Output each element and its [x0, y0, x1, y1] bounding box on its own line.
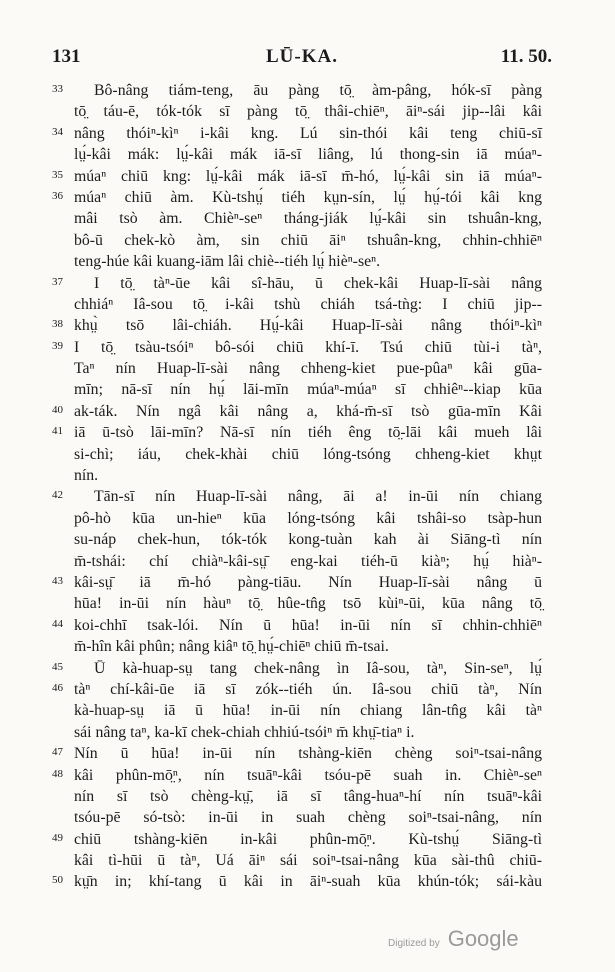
line-text: Tān-sī nín Huap-lī-sài nâng, āi a! in-ūi nín chiang — [94, 488, 542, 506]
line-text: koi-chhī tsak-lói. Nín ū hūa! in-ūi nín sī chhin-chhiēⁿ — [74, 616, 542, 634]
line-text: mâi tsò àm. Chièⁿ-seⁿ tháng-jiák lṳ́-kâi sin tshuân-kng, — [74, 210, 542, 228]
line-text: sái nâng taⁿ, ka-kī chek-chiah chhiú-tsóiⁿ m̄ khṳ̄-tiaⁿ i. — [74, 723, 415, 741]
page-header — [52, 46, 552, 72]
digitized-watermark — [388, 926, 519, 952]
line-text: su-náp chek-hun, tók-tók kong-tuàn kah ài Siāng-tì nín — [74, 531, 542, 549]
text-line — [0, 444, 615, 465]
text-body — [0, 80, 615, 893]
verse-number: 38 — [52, 318, 63, 331]
line-text: bô-ū chek-kò àm, sin chiū āiⁿ tshuân-kng, chhin-chhiēⁿ — [74, 231, 542, 249]
verse-number: 49 — [52, 831, 63, 844]
line-text: m̄-hîn kâi phûn; nâng kiâⁿ tō̤ hṳ́-chiēⁿ chiū m̄-tsai. — [74, 638, 389, 656]
text-line — [0, 722, 615, 743]
text-line — [0, 807, 615, 828]
line-text: I tō̤ tsàu-tsóiⁿ bô-sói chiū khí-ī. Tsú chiū tùi-i tàⁿ, — [74, 338, 542, 356]
text-line — [0, 80, 615, 101]
line-text: múaⁿ chiū kng: lṳ́-kâi mák iā-sī m̄-hó, lṳ́-kâi sin iā múaⁿ- — [74, 167, 542, 185]
verse-number: 37 — [52, 275, 63, 288]
text-line — [0, 486, 615, 507]
line-text: iā ū-tsò lāi-mīn? Nā-sī nín tiéh êng tō̤-lāi kâi mueh lâi — [74, 424, 542, 442]
text-line — [0, 273, 615, 294]
line-text: kṳ̄n in; khí-tang ū kâi in āiⁿ-suah kūa khún-tók; sái-kàu — [74, 873, 542, 891]
text-line — [0, 615, 615, 636]
line-text: nâng thóiⁿ-kìⁿ i-kâi kng. Lú sin-thói kâi teng chiū-sī — [74, 124, 542, 142]
verse-number: 44 — [52, 617, 63, 630]
line-text: kâi phûn-mō̤ⁿ, nín tsuāⁿ-kâi tsóu-pē suah in. Chièⁿ-seⁿ — [74, 766, 542, 784]
text-line — [0, 123, 615, 144]
text-line — [0, 529, 615, 550]
verse-number: 40 — [52, 403, 63, 416]
digitized-label: Digitized by — [388, 938, 440, 949]
line-text: teng-húe kâi kuang-iām lâi chiè--tiéh lṳ́ hièⁿ-seⁿ. — [74, 253, 381, 271]
text-line — [0, 593, 615, 614]
text-line — [0, 829, 615, 850]
line-text: tsóu-pē só-tsò: in-ūi in suah chèng soiⁿ-tsai-nâng, nín — [74, 809, 542, 827]
line-text: hūa! in-ūi nín hàuⁿ tō̤ hûe-tn̂g tsō kùiⁿ-ūi, kūa nâng tō̤ — [74, 595, 542, 613]
text-line — [0, 358, 615, 379]
line-text: chiū tshàng-kiēn in-kâi phûn-mō̤ⁿ. Kù-tshṳ́ Siāng-tì — [74, 830, 542, 848]
google-logo: Google — [447, 926, 519, 951]
line-text: pô-hò kūa un-hieⁿ kūa lóng-tsóng kâi tshâi-so tsàp-hun — [74, 509, 542, 527]
text-line — [0, 465, 615, 486]
verse-number: 33 — [52, 83, 63, 95]
line-text: I tō̤ tàⁿ-ūe kâi sî-hāu, ū chek-kâi Huap-lī-sài nâng — [94, 274, 542, 292]
line-text: lṳ́-kâi mák: lṳ́-kâi mák iā-sī liâng, lú thong-sin iā múaⁿ- — [74, 146, 542, 164]
text-line — [0, 871, 615, 892]
text-line — [0, 658, 615, 679]
text-line — [0, 101, 615, 122]
text-line — [0, 679, 615, 700]
line-text: ak-ták. Nín ngâ kâi nâng a, khá-m̄-sī tsò gūa-mīn Kâi — [74, 402, 542, 420]
text-line — [0, 166, 615, 187]
verse-number: 47 — [52, 746, 63, 759]
text-line — [0, 379, 615, 400]
verse-number: 48 — [52, 767, 63, 780]
line-text: Ū kà-huap-sṳ tang chek-nâng ìn Iâ-sou, tàⁿ, Sin-seⁿ, lṳ́ — [94, 659, 542, 677]
line-text: kâi tì-hūi ū tàⁿ, Uá āiⁿ sái soiⁿ-tsai-nâng kūa sài-thû chiū- — [74, 852, 542, 870]
text-line — [0, 294, 615, 315]
verse-number: 46 — [52, 681, 63, 694]
text-line — [0, 572, 615, 593]
text-line — [0, 700, 615, 721]
verse-number: 45 — [52, 660, 63, 673]
line-text: múaⁿ chiū àm. Kù-tshṳ́ tiéh kṳn-sín, lṳ́ hṳ́-tói kâi kng — [74, 188, 542, 206]
text-line — [0, 401, 615, 422]
text-line — [0, 765, 615, 786]
page-title: LŪ-KA. — [266, 46, 338, 67]
line-text: Nín ū hūa! in-ūi nín tshàng-kiēn chèng soiⁿ-tsai-nâng — [74, 745, 542, 763]
verse-number: 41 — [52, 425, 63, 438]
text-line — [0, 251, 615, 272]
verse-number: 35 — [52, 168, 63, 181]
verse-number: 42 — [52, 489, 63, 502]
text-line — [0, 786, 615, 807]
text-line — [0, 636, 615, 657]
text-line — [0, 422, 615, 443]
line-text: Taⁿ nín Huap-lī-sài nâng chheng-kiet pue-pûaⁿ kâi gūa- — [74, 360, 542, 378]
line-text: khṳ̀ tsō lâi-chiáh. Hṳ́-kâi Huap-lī-sài nâng thóiⁿ-kìⁿ — [74, 317, 542, 335]
text-line — [0, 208, 615, 229]
line-text: m̄-tshái: chí chiàⁿ-kâi-sṳ̄ eng-kai tiéh-ū kiàⁿ; hṳ́ hiàⁿ- — [74, 552, 542, 570]
line-text: si-chì; iáu, chek-khài chiū lóng-tsóng chheng-kiet khṳt — [74, 445, 542, 463]
text-line — [0, 315, 615, 336]
line-text: nín sī tsò chèng-kṳ̄, iā sī tâng-huaⁿ-hí nín tsuāⁿ-kâi — [74, 787, 542, 805]
text-line — [0, 144, 615, 165]
line-text: nín. — [74, 467, 99, 485]
line-text: Bô-nâng tiám-teng, āu pàng tō̤ àm-pâng, hók-sī pàng — [94, 82, 542, 99]
line-text: tàⁿ chí-kâi-ūe iā sī zók--tiéh ún. Iâ-sou chiū tàⁿ, Nín — [74, 680, 542, 698]
line-text: kà-huap-sṳ iā ū hūa! in-ūi nín chiang lân-tn̂g kâi tàⁿ — [74, 702, 542, 720]
text-line — [0, 337, 615, 358]
text-line — [0, 551, 615, 572]
text-line — [0, 508, 615, 529]
page-number: 131 — [52, 46, 81, 67]
text-line — [0, 743, 615, 764]
verse-number: 36 — [52, 189, 63, 202]
line-text: tō̤ táu-ē, tók-tók sī pàng tō̤ thâi-chiēⁿ, āiⁿ-sái jip--lâi kâi — [74, 103, 542, 121]
verse-number: 50 — [52, 874, 63, 887]
line-text: mīn; nā-sī nín hṳ́ lāi-mīn múaⁿ-múaⁿ sī chhiêⁿ--kiap kūa — [74, 381, 542, 399]
verse-number: 39 — [52, 339, 63, 352]
text-line — [0, 850, 615, 871]
verse-number: 43 — [52, 574, 63, 587]
text-line — [0, 230, 615, 251]
chapter-verse-ref: 11. 50. — [500, 46, 552, 67]
verse-number: 34 — [52, 125, 63, 138]
text-line — [0, 187, 615, 208]
line-text: chhiáⁿ Iâ-sou tō̤ i-kâi tshù chiáh tsá-tǹg: I chiū jip-- — [74, 295, 542, 313]
line-text: kâi-sṳ̄ iā m̄-hó pàng-tiāu. Nín Huap-lī-sài nâng ū — [74, 573, 542, 591]
